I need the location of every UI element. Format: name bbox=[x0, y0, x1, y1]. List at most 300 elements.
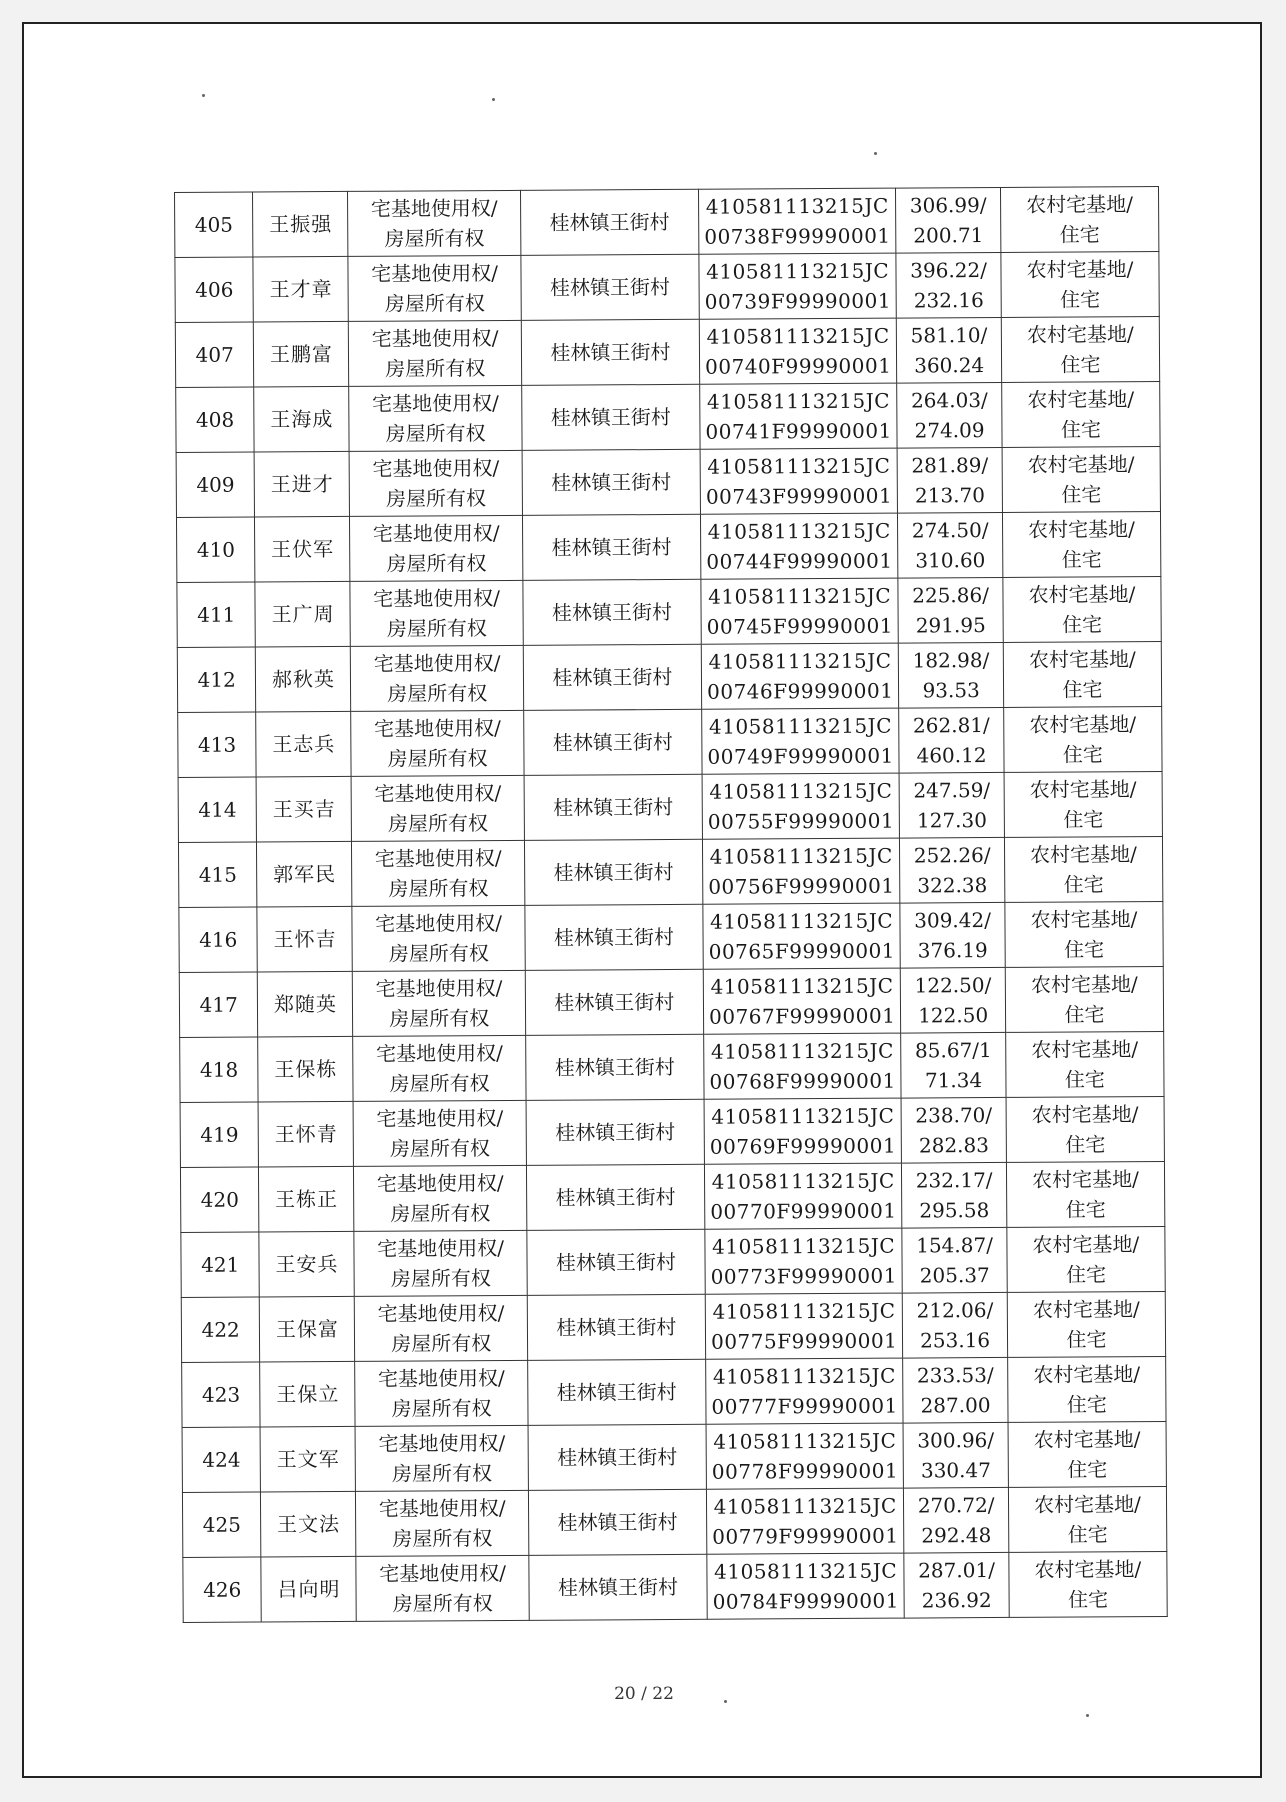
right-type-line: 宅基地使用权/ bbox=[376, 1106, 504, 1131]
location-cell: 桂林镇王街村 bbox=[525, 904, 704, 970]
unit-code-line: 00765F99990001 bbox=[708, 938, 896, 964]
owner-name-cell: 王文军 bbox=[260, 1426, 355, 1492]
owner-name-cell: 王文法 bbox=[261, 1491, 356, 1557]
area-cell bbox=[903, 1357, 1008, 1423]
area-line: 233.53/ bbox=[916, 1363, 994, 1388]
land-use-line: 住宅 bbox=[1067, 1457, 1108, 1482]
land-use-cell bbox=[1008, 1421, 1167, 1487]
right-type-cell bbox=[350, 450, 523, 516]
right-type-cell bbox=[356, 1555, 529, 1621]
area-line: 182.98/ bbox=[912, 648, 990, 673]
unit-code-line: 410581113215JC bbox=[714, 1558, 898, 1584]
table-row bbox=[176, 446, 1160, 517]
right-type-line: 宅基地使用权/ bbox=[373, 716, 501, 741]
land-use-cell bbox=[1001, 251, 1160, 317]
owner-name-cell: 王才章 bbox=[253, 256, 348, 322]
land-use-cell bbox=[1003, 576, 1162, 642]
unit-code-line: 00738F99990001 bbox=[704, 223, 891, 249]
unit-code-line: 00740F99990001 bbox=[705, 353, 892, 379]
right-type-cell bbox=[354, 1230, 527, 1296]
unit-code-cell bbox=[702, 773, 900, 839]
unit-code-cell bbox=[704, 1098, 902, 1164]
right-type-cell bbox=[354, 1100, 527, 1166]
unit-code-line: 410581113215JC bbox=[709, 843, 893, 869]
owner-name-cell: 郭军民 bbox=[257, 841, 352, 907]
unit-code-line: 410581113215JC bbox=[713, 1428, 897, 1454]
unit-code-cell bbox=[699, 188, 897, 254]
right-type-line: 房屋所有权 bbox=[386, 551, 487, 576]
right-type-cell bbox=[350, 580, 523, 646]
unit-code-line: 410581113215JC bbox=[710, 1038, 895, 1064]
row-number-cell: 419 bbox=[180, 1102, 259, 1167]
right-type-cell bbox=[349, 385, 522, 451]
owner-name-cell: 王海成 bbox=[254, 386, 349, 452]
unit-code-cell bbox=[707, 1553, 905, 1619]
unit-code-line: 410581113215JC bbox=[713, 1493, 897, 1519]
unit-code-line: 410581113215JC bbox=[707, 518, 891, 544]
unit-code-line: 00767F99990001 bbox=[709, 1003, 896, 1029]
right-type-cell bbox=[349, 320, 522, 386]
table-row bbox=[176, 381, 1160, 452]
right-type-cell bbox=[348, 190, 521, 256]
land-use-cell bbox=[1002, 381, 1161, 447]
area-line: 322.38 bbox=[917, 873, 988, 898]
area-cell bbox=[900, 902, 1005, 968]
table-row bbox=[182, 1356, 1166, 1427]
unit-code-line: 410581113215JC bbox=[707, 453, 891, 479]
land-use-line: 住宅 bbox=[1061, 547, 1102, 572]
land-use-line: 农村宅基地/ bbox=[1027, 452, 1135, 477]
area-cell bbox=[898, 512, 1003, 578]
area-line: 291.95 bbox=[915, 613, 986, 638]
row-number-cell: 420 bbox=[180, 1167, 259, 1232]
row-number-cell: 418 bbox=[180, 1037, 259, 1102]
area-cell bbox=[904, 1552, 1009, 1618]
row-number-cell: 421 bbox=[181, 1232, 260, 1297]
table-row bbox=[175, 251, 1159, 322]
area-line: 154.87/ bbox=[916, 1233, 993, 1258]
unit-code-cell bbox=[702, 708, 900, 774]
area-line: 274.50/ bbox=[911, 518, 989, 543]
right-type-cell bbox=[350, 515, 523, 581]
area-line: 213.70 bbox=[914, 483, 986, 508]
location-cell: 桂林镇王街村 bbox=[527, 1359, 706, 1425]
row-number-cell: 425 bbox=[182, 1492, 261, 1557]
unit-code-line: 410581113215JC bbox=[712, 1363, 897, 1389]
land-use-cell bbox=[1007, 1291, 1166, 1357]
right-type-cell bbox=[356, 1425, 529, 1491]
unit-code-line: 00777F99990001 bbox=[711, 1393, 898, 1419]
area-line: 264.03/ bbox=[910, 388, 988, 413]
land-use-line: 农村宅基地/ bbox=[1029, 712, 1137, 737]
row-number-cell: 413 bbox=[178, 712, 257, 777]
location-cell: 桂林镇王街村 bbox=[526, 1164, 705, 1230]
area-cell bbox=[899, 642, 1004, 708]
location-cell: 桂林镇王街村 bbox=[522, 514, 701, 580]
scan-speck bbox=[1086, 1714, 1089, 1717]
unit-code-line: 00768F99990001 bbox=[709, 1068, 896, 1094]
land-use-cell bbox=[1008, 1486, 1167, 1552]
right-type-line: 宅基地使用权/ bbox=[379, 1560, 507, 1586]
table-row bbox=[182, 1421, 1166, 1492]
row-number-cell: 423 bbox=[182, 1362, 261, 1427]
page-number: 20 / 22 bbox=[614, 1684, 674, 1704]
land-use-line: 住宅 bbox=[1060, 352, 1101, 377]
land-use-line: 农村宅基地/ bbox=[1033, 1427, 1141, 1452]
land-use-cell bbox=[1004, 771, 1163, 837]
unit-code-cell bbox=[703, 838, 901, 904]
table-row bbox=[175, 186, 1159, 257]
location-cell: 桂林镇王街村 bbox=[528, 1489, 707, 1555]
row-number-cell: 408 bbox=[176, 387, 255, 452]
land-use-cell bbox=[1003, 641, 1162, 707]
land-use-line: 住宅 bbox=[1062, 677, 1103, 702]
owner-name-cell: 王保富 bbox=[260, 1296, 355, 1362]
land-use-line: 农村宅基地/ bbox=[1034, 1492, 1141, 1517]
land-use-line: 农村宅基地/ bbox=[1033, 1362, 1141, 1387]
right-type-line: 房屋所有权 bbox=[387, 811, 489, 836]
area-cell bbox=[902, 1162, 1007, 1228]
scan-speck bbox=[492, 98, 495, 101]
land-use-line: 农村宅基地/ bbox=[1032, 1167, 1139, 1192]
right-type-line: 房屋所有权 bbox=[391, 1396, 492, 1421]
area-line: 247.59/ bbox=[913, 778, 991, 803]
area-cell bbox=[897, 447, 1002, 513]
owner-name-cell: 郑随英 bbox=[258, 971, 353, 1037]
owner-name-cell: 王保立 bbox=[260, 1361, 355, 1427]
land-use-line: 农村宅基地/ bbox=[1029, 777, 1137, 802]
right-type-cell bbox=[351, 645, 524, 711]
right-type-line: 宅基地使用权/ bbox=[374, 781, 502, 806]
location-cell: 桂林镇王街村 bbox=[526, 1099, 705, 1165]
right-type-line: 房屋所有权 bbox=[385, 421, 486, 446]
right-type-line: 宅基地使用权/ bbox=[378, 1495, 506, 1521]
table-row bbox=[183, 1551, 1167, 1622]
location-cell: 桂林镇王街村 bbox=[529, 1554, 708, 1620]
unit-code-line: 410581113215JC bbox=[710, 908, 894, 934]
unit-code-line: 410581113215JC bbox=[705, 193, 889, 219]
unit-code-cell bbox=[699, 253, 897, 319]
area-cell bbox=[899, 707, 1004, 773]
area-line: 253.16 bbox=[920, 1328, 991, 1353]
land-use-line: 农村宅基地/ bbox=[1026, 257, 1134, 282]
row-number-cell: 412 bbox=[177, 647, 256, 712]
row-number-cell: 410 bbox=[176, 517, 255, 582]
land-use-line: 农村宅基地/ bbox=[1028, 517, 1135, 542]
land-use-line: 住宅 bbox=[1064, 937, 1105, 962]
right-type-cell bbox=[352, 840, 525, 906]
land-use-line: 住宅 bbox=[1067, 1587, 1109, 1612]
area-cell bbox=[902, 1227, 1007, 1293]
table-row bbox=[177, 641, 1161, 712]
location-cell: 桂林镇王街村 bbox=[524, 839, 703, 905]
unit-code-line: 410581113215JC bbox=[712, 1233, 896, 1259]
unit-code-line: 410581113215JC bbox=[708, 648, 892, 674]
right-type-line: 宅基地使用权/ bbox=[372, 456, 500, 481]
area-line: 236.92 bbox=[921, 1588, 992, 1613]
location-cell: 桂林镇王街村 bbox=[527, 1229, 706, 1295]
area-line: 122.50 bbox=[918, 1003, 989, 1028]
area-line: 309.42/ bbox=[914, 908, 991, 933]
right-type-line: 房屋所有权 bbox=[387, 681, 488, 706]
unit-code-line: 410581113215JC bbox=[708, 583, 892, 609]
area-line: 295.58 bbox=[919, 1198, 990, 1223]
unit-code-cell bbox=[701, 643, 899, 709]
owner-name-cell: 王买吉 bbox=[256, 776, 351, 842]
unit-code-line: 00775F99990001 bbox=[710, 1328, 898, 1354]
land-use-line: 农村宅基地/ bbox=[1032, 1232, 1140, 1257]
area-line: 274.09 bbox=[914, 418, 985, 443]
unit-code-cell bbox=[706, 1423, 904, 1489]
area-line: 281.89/ bbox=[911, 453, 989, 478]
table-row bbox=[175, 316, 1159, 387]
unit-code-cell bbox=[701, 513, 899, 579]
right-type-line: 宅基地使用权/ bbox=[373, 586, 501, 611]
right-type-cell bbox=[351, 710, 524, 776]
land-use-cell bbox=[1005, 901, 1164, 967]
right-type-line: 宅基地使用权/ bbox=[372, 521, 500, 546]
area-cell bbox=[901, 1032, 1006, 1098]
area-line: 238.70/ bbox=[915, 1103, 993, 1128]
land-use-cell bbox=[1002, 446, 1161, 512]
land-use-line: 住宅 bbox=[1061, 482, 1102, 507]
land-use-cell bbox=[1006, 1096, 1165, 1162]
land-use-line: 住宅 bbox=[1065, 1132, 1106, 1157]
unit-code-cell bbox=[699, 318, 897, 384]
right-type-cell bbox=[354, 1165, 527, 1231]
area-cell bbox=[896, 187, 1001, 253]
unit-code-line: 00773F99990001 bbox=[710, 1263, 898, 1289]
right-type-line: 房屋所有权 bbox=[389, 1136, 491, 1161]
unit-code-line: 00745F99990001 bbox=[706, 613, 894, 639]
land-use-line: 农村宅基地/ bbox=[1034, 1557, 1142, 1582]
unit-code-line: 00784F99990001 bbox=[712, 1588, 900, 1614]
area-line: 287.00 bbox=[920, 1393, 991, 1418]
unit-code-cell bbox=[701, 578, 899, 644]
land-use-line: 住宅 bbox=[1060, 287, 1101, 312]
scan-speck bbox=[202, 94, 205, 97]
owner-name-cell: 王怀青 bbox=[258, 1101, 353, 1167]
unit-code-line: 00779F99990001 bbox=[712, 1523, 899, 1549]
land-use-line: 住宅 bbox=[1067, 1522, 1108, 1547]
right-type-cell bbox=[353, 1035, 526, 1101]
area-line: 460.12 bbox=[916, 743, 987, 768]
right-type-line: 房屋所有权 bbox=[392, 1591, 493, 1616]
row-number-cell: 407 bbox=[175, 322, 254, 387]
table-row bbox=[177, 576, 1161, 647]
location-cell: 桂林镇王街村 bbox=[523, 709, 702, 775]
table-row bbox=[178, 771, 1162, 842]
location-cell: 桂林镇王街村 bbox=[525, 1034, 704, 1100]
row-number-cell: 426 bbox=[183, 1557, 262, 1622]
right-type-line: 宅基地使用权/ bbox=[378, 1431, 506, 1456]
area-line: 396.22/ bbox=[910, 258, 988, 283]
owner-name-cell: 王广周 bbox=[255, 581, 350, 647]
location-cell: 桂林镇王街村 bbox=[523, 644, 702, 710]
right-type-line: 宅基地使用权/ bbox=[374, 846, 502, 871]
unit-code-line: 00741F99990001 bbox=[705, 418, 892, 444]
unit-code-cell bbox=[700, 448, 898, 514]
area-line: 212.06/ bbox=[916, 1298, 994, 1323]
right-type-line: 房屋所有权 bbox=[390, 1201, 491, 1226]
scan-speck bbox=[724, 1700, 727, 1703]
row-number-cell: 414 bbox=[178, 777, 257, 842]
land-use-line: 住宅 bbox=[1065, 1262, 1107, 1287]
unit-code-line: 410581113215JC bbox=[706, 323, 890, 349]
area-line: 292.48 bbox=[921, 1523, 992, 1548]
area-line: 287.01/ bbox=[918, 1558, 995, 1583]
unit-code-cell bbox=[703, 903, 901, 969]
unit-code-cell bbox=[706, 1488, 904, 1554]
land-use-cell bbox=[1004, 836, 1163, 902]
right-type-line: 房屋所有权 bbox=[387, 746, 488, 771]
right-type-cell bbox=[352, 775, 525, 841]
area-cell bbox=[903, 1292, 1008, 1358]
area-line: 232.17/ bbox=[915, 1168, 993, 1193]
land-use-line: 农村宅基地/ bbox=[1031, 1102, 1139, 1127]
table-row bbox=[176, 511, 1160, 582]
land-use-cell bbox=[1009, 1551, 1168, 1617]
land-use-line: 住宅 bbox=[1065, 1197, 1106, 1222]
unit-code-line: 00778F99990001 bbox=[711, 1458, 899, 1484]
row-number-cell: 424 bbox=[182, 1427, 261, 1492]
table-row bbox=[179, 901, 1163, 972]
area-line: 262.81/ bbox=[912, 713, 990, 738]
area-line: 306.99/ bbox=[909, 193, 987, 218]
right-type-cell bbox=[355, 1295, 528, 1361]
scanned-document-page bbox=[22, 22, 1262, 1778]
owner-name-cell: 王进才 bbox=[255, 451, 350, 517]
unit-code-line: 00756F99990001 bbox=[708, 873, 895, 899]
land-use-cell bbox=[1005, 966, 1164, 1032]
area-line: 205.37 bbox=[919, 1263, 990, 1288]
table-row bbox=[179, 966, 1163, 1037]
unit-code-line: 410581113215JC bbox=[710, 973, 894, 999]
location-cell: 桂林镇王街村 bbox=[527, 1294, 706, 1360]
unit-code-cell bbox=[704, 1163, 902, 1229]
area-cell bbox=[903, 1422, 1008, 1488]
land-use-line: 住宅 bbox=[1066, 1392, 1107, 1417]
owner-name-cell: 吕向明 bbox=[261, 1556, 356, 1622]
location-cell: 桂林镇王街村 bbox=[523, 579, 702, 645]
land-use-cell bbox=[1007, 1226, 1166, 1292]
unit-code-cell bbox=[703, 968, 901, 1034]
land-use-line: 住宅 bbox=[1063, 872, 1104, 897]
land-use-line: 农村宅基地/ bbox=[1027, 387, 1135, 412]
land-use-cell bbox=[1006, 1161, 1165, 1227]
area-cell bbox=[901, 967, 1006, 1033]
owner-name-cell: 郝秋英 bbox=[256, 646, 351, 712]
unit-code-line: 00749F99990001 bbox=[707, 743, 894, 769]
area-line: 330.47 bbox=[920, 1458, 991, 1483]
right-type-cell bbox=[348, 255, 521, 321]
row-number-cell: 409 bbox=[176, 452, 255, 517]
right-type-line: 宅基地使用权/ bbox=[376, 1171, 504, 1196]
unit-code-line: 410581113215JC bbox=[706, 388, 891, 414]
location-cell: 桂林镇王街村 bbox=[520, 189, 699, 255]
land-use-line: 农村宅基地/ bbox=[1026, 192, 1133, 217]
owner-name-cell: 王振强 bbox=[253, 191, 348, 257]
location-cell: 桂林镇王街村 bbox=[521, 384, 700, 450]
right-type-line: 房屋所有权 bbox=[391, 1331, 492, 1356]
right-type-line: 宅基地使用权/ bbox=[375, 911, 503, 936]
area-cell bbox=[897, 382, 1002, 448]
area-line: 376.19 bbox=[917, 938, 988, 963]
land-use-line: 农村宅基地/ bbox=[1030, 842, 1137, 867]
location-cell: 桂林镇王街村 bbox=[524, 774, 703, 840]
land-use-line: 住宅 bbox=[1064, 1002, 1105, 1027]
area-line: 360.24 bbox=[914, 353, 985, 378]
row-number-cell: 422 bbox=[181, 1297, 260, 1362]
right-type-line: 宅基地使用权/ bbox=[375, 976, 503, 1001]
land-use-line: 住宅 bbox=[1066, 1327, 1107, 1352]
right-type-line: 宅基地使用权/ bbox=[373, 651, 501, 676]
unit-code-line: 00744F99990001 bbox=[706, 548, 893, 574]
unit-code-line: 410581113215JC bbox=[711, 1168, 895, 1194]
right-type-cell bbox=[352, 905, 525, 971]
area-cell bbox=[899, 772, 1004, 838]
unit-code-line: 00746F99990001 bbox=[707, 678, 894, 704]
unit-code-line: 410581113215JC bbox=[712, 1298, 896, 1324]
right-type-line: 宅基地使用权/ bbox=[377, 1366, 505, 1391]
land-use-cell bbox=[1004, 706, 1163, 772]
row-number-cell: 405 bbox=[175, 192, 254, 257]
location-cell: 桂林镇王街村 bbox=[521, 254, 700, 320]
right-type-line: 房屋所有权 bbox=[385, 486, 487, 511]
land-use-line: 农村宅基地/ bbox=[1030, 907, 1138, 932]
land-use-cell bbox=[1002, 511, 1161, 577]
area-cell bbox=[897, 317, 1002, 383]
right-type-cell bbox=[353, 970, 526, 1036]
right-type-line: 房屋所有权 bbox=[391, 1461, 493, 1486]
area-line: 232.16 bbox=[913, 288, 984, 313]
owner-name-cell: 王怀吉 bbox=[257, 906, 352, 972]
owner-name-cell: 王保栋 bbox=[258, 1036, 353, 1102]
land-use-line: 住宅 bbox=[1062, 742, 1103, 767]
area-line: 310.60 bbox=[915, 548, 986, 573]
area-cell bbox=[904, 1487, 1009, 1553]
right-type-line: 房屋所有权 bbox=[388, 941, 489, 966]
row-number-cell: 406 bbox=[175, 257, 254, 322]
right-type-line: 房屋所有权 bbox=[389, 1071, 490, 1096]
area-line: 85.67/1 bbox=[914, 1038, 992, 1063]
table-row bbox=[178, 836, 1162, 907]
area-line: 270.72/ bbox=[917, 1493, 995, 1518]
unit-code-line: 410581113215JC bbox=[711, 1103, 895, 1129]
area-line: 282.83 bbox=[918, 1133, 990, 1158]
right-type-line: 房屋所有权 bbox=[384, 226, 485, 251]
location-cell: 桂林镇王街村 bbox=[522, 449, 701, 515]
unit-code-line: 00755F99990001 bbox=[707, 808, 895, 834]
right-type-line: 房屋所有权 bbox=[392, 1526, 493, 1551]
land-use-line: 住宅 bbox=[1060, 417, 1101, 442]
right-type-line: 宅基地使用权/ bbox=[375, 1041, 503, 1066]
area-line: 71.34 bbox=[924, 1068, 983, 1093]
scan-speck bbox=[874, 152, 877, 155]
right-type-cell bbox=[356, 1490, 529, 1556]
right-type-line: 房屋所有权 bbox=[390, 1266, 491, 1291]
unit-code-cell bbox=[700, 383, 898, 449]
unit-code-line: 00743F99990001 bbox=[705, 483, 893, 509]
right-type-line: 宅基地使用权/ bbox=[377, 1301, 505, 1326]
land-use-line: 农村宅基地/ bbox=[1026, 322, 1134, 347]
unit-code-cell bbox=[705, 1293, 903, 1359]
unit-code-line: 00770F99990001 bbox=[710, 1198, 897, 1224]
right-type-line: 宅基地使用权/ bbox=[371, 391, 499, 416]
area-line: 252.26/ bbox=[913, 843, 991, 868]
area-cell bbox=[898, 577, 1003, 643]
owner-name-cell: 王伏军 bbox=[255, 516, 350, 582]
